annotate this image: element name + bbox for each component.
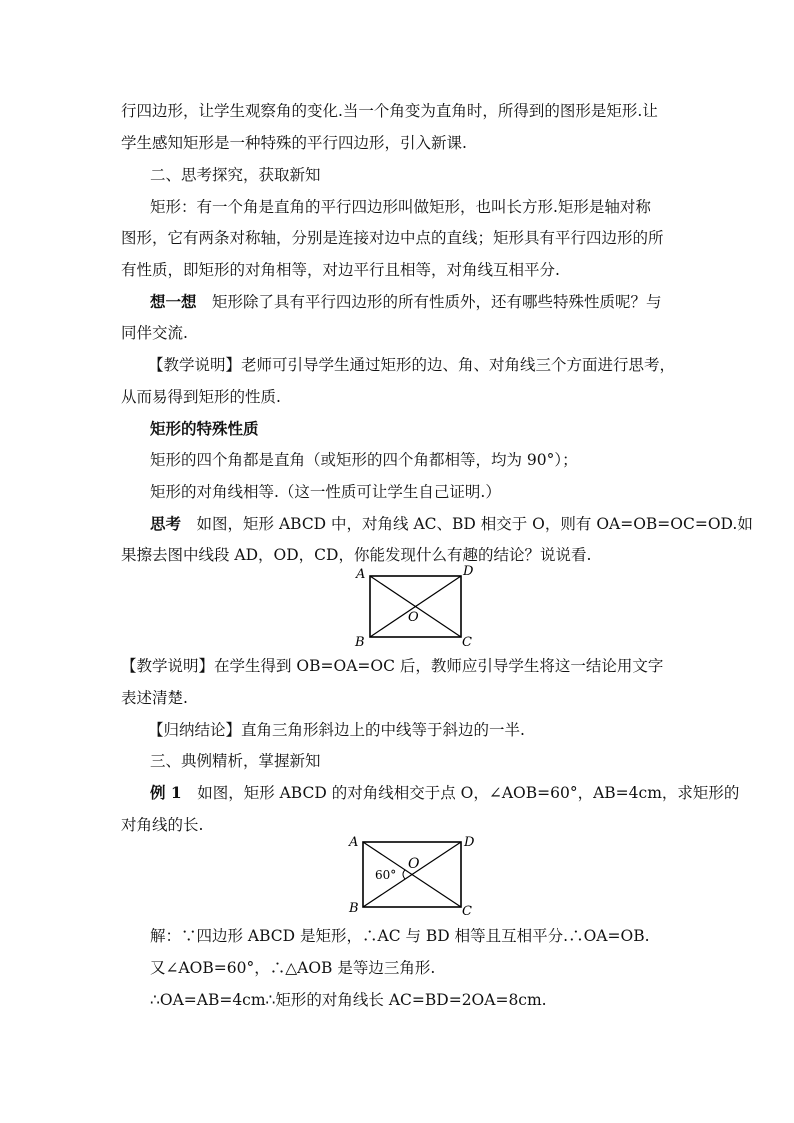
vertex-label-a: A [349, 835, 359, 850]
section-heading: 三、典例精析，掌握新知 [150, 752, 321, 770]
paragraph-line: 解：∵四边形 ABCD 是矩形，∴AC 与 BD 相等且互相平分.∴OA=OB. [150, 927, 650, 945]
angle-label: 60° [375, 868, 397, 882]
rectangle-diagram-1 [350, 562, 480, 652]
paragraph-line: 有性质，即矩形的对角相等，对边平行且相等，对角线互相平分. [121, 261, 560, 279]
paragraph-line: 表述清楚. [121, 689, 188, 707]
paragraph-line: 学生感知矩形是一种特殊的平行四边形，引入新课. [121, 134, 467, 152]
center-label-o: O [408, 610, 419, 625]
paragraph-line: 矩形的对角线相等.（这一性质可让学生自己证明.） [150, 483, 501, 501]
vertex-label-b: B [349, 901, 359, 916]
paragraph-line: 对角线的长. [121, 816, 204, 834]
paragraph-line: ∴OA=AB=4cm∴矩形的对角线长 AC=BD=2OA=8cm. [150, 991, 547, 1009]
paragraph-line: 矩形的四个角都是直角（或矩形的四个角都相等，均为 90°）； [150, 451, 578, 469]
paragraph-line: 【教学说明】在学生得到 OB=OA=OC 后，教师应引导学生将这一结论用文字 [121, 657, 664, 675]
keyword-label: 思考 [150, 514, 182, 533]
center-label-o: O [408, 856, 420, 872]
vertex-label-c: C [462, 635, 472, 650]
section-heading: 二、思考探究，获取新知 [150, 166, 321, 184]
paragraph-line: 图形，它有两条对称轴，分别是连接对边中点的直线；矩形具有平行四边形的所 [121, 229, 664, 247]
paragraph-line: 思考 如图，矩形 ABCD 中，对角线 AC、BD 相交于 O，则有 OA=OB=OC=OD.如 [150, 514, 753, 533]
vertex-label-d: D [464, 835, 475, 850]
paragraph-line: 从而易得到矩形的性质. [121, 388, 281, 406]
rectangle-diagram-2 [345, 832, 480, 922]
vertex-label-a: A [356, 567, 366, 582]
paragraph-line: 同伴交流. [121, 324, 188, 342]
paragraph-line: 果擦去图中线段 AD，OD，CD，你能发现什么有趣的结论？说说看. [121, 546, 592, 564]
paragraph-line: 矩形：有一个角是直角的平行四边形叫做矩形，也叫长方形.矩形是轴对称 [150, 198, 651, 216]
example-label: 例 1 [150, 783, 182, 802]
paragraph-line: 【教学说明】老师可引导学生通过矩形的边、角、对角线三个方面进行思考， [148, 356, 676, 374]
paragraph-line: 例 1 如图，矩形 ABCD 的对角线相交于点 O，∠AOB=60°，AB=4cm，求矩形的 [150, 783, 740, 802]
paragraph-line: 又∠AOB=60°，∴△AOB 是等边三角形. [150, 959, 436, 977]
paragraph-line: 行四边形，让学生观察角的变化.当一个角变为直角时，所得到的图形是矩形.让 [121, 102, 658, 120]
vertex-label-d: D [463, 564, 474, 579]
paragraph-line: 想一想 矩形除了具有平行四边形的所有性质外，还有哪些特殊性质呢？与 [150, 292, 662, 311]
subheading: 矩形的特殊性质 [150, 419, 259, 438]
paragraph-line: 【归纳结论】直角三角形斜边上的中线等于斜边的一半. [148, 721, 525, 739]
vertex-label-b: B [355, 635, 365, 650]
vertex-label-c: C [462, 904, 472, 919]
keyword-label: 想一想 [150, 292, 197, 311]
